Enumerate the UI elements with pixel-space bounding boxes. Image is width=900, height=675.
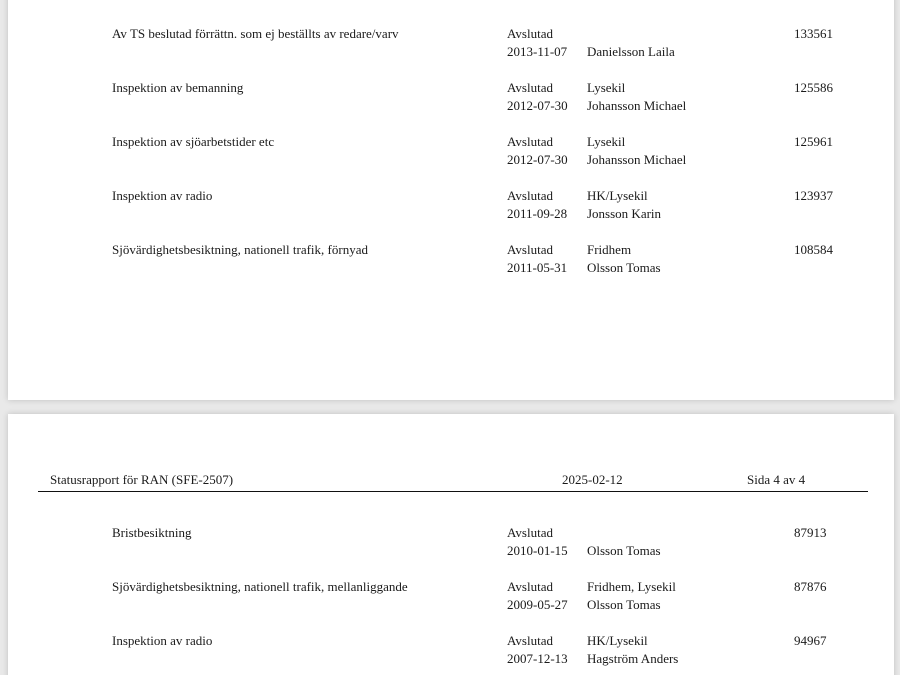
row-number: 87876 xyxy=(794,579,827,594)
row-place: Fridhem, Lysekil xyxy=(587,579,676,594)
row-title: Inspektion av bemanning xyxy=(112,80,244,95)
row-place: HK/Lysekil xyxy=(587,633,648,648)
row-status: Avslutad xyxy=(507,134,553,149)
row-number: 94967 xyxy=(794,633,827,648)
row-date: 2013-11-07 xyxy=(507,44,568,59)
row-status: Avslutad xyxy=(507,525,553,540)
row-title: Sjövärdighetsbesiktning, nationell trafik, mellanliggande xyxy=(112,579,408,594)
row-title: Inspektion av radio xyxy=(112,188,213,203)
row-number: 123937 xyxy=(794,188,833,203)
row-status: Avslutad xyxy=(507,80,553,95)
partial-cut-row xyxy=(8,0,894,4)
row-number: 125586 xyxy=(794,80,833,95)
row-person: Johansson Michael xyxy=(587,98,687,113)
row-date: 2011-09-28 xyxy=(507,206,568,221)
row-person: Danielsson Laila xyxy=(587,44,675,59)
report-title: Statusrapport för RAN (SFE-2507) xyxy=(50,472,234,487)
row-person: Johansson Michael xyxy=(587,152,687,167)
report-date: 2025-02-12 xyxy=(562,472,623,487)
row-number: 133561 xyxy=(794,26,833,41)
row-status: Avslutad xyxy=(507,579,553,594)
row-person: Olsson Tomas xyxy=(587,597,661,612)
row-person: Olsson Tomas xyxy=(587,260,661,275)
row-title: Av TS beslutad förrättn. som ej beställts av redare/varv xyxy=(112,26,399,41)
row-title: Bristbesiktning xyxy=(112,525,192,540)
row-status: Avslutad xyxy=(507,242,553,257)
row-person: Olsson Tomas xyxy=(587,543,661,558)
row-date: 2012-07-30 xyxy=(507,152,568,167)
table-row xyxy=(8,133,894,173)
page-number: Sida 4 av 4 xyxy=(747,472,806,487)
table-row xyxy=(8,25,894,65)
document-page-3 xyxy=(8,0,894,400)
row-number: 125961 xyxy=(794,134,833,149)
table-row xyxy=(8,524,894,564)
row-date: 2011-05-31 xyxy=(507,260,568,275)
table-row xyxy=(8,578,894,618)
document-page-4 xyxy=(8,414,894,675)
row-title: Inspektion av sjöarbetstider etc xyxy=(112,134,275,149)
row-place: Lysekil xyxy=(587,80,626,95)
row-title: Sjövärdighetsbesiktning, nationell trafik, förnyad xyxy=(112,242,368,257)
row-place: Lysekil xyxy=(587,134,626,149)
row-status: Avslutad xyxy=(507,26,553,41)
row-person: Hagström Anders xyxy=(587,651,679,666)
row-person xyxy=(587,0,661,1)
row-place: HK/Lysekil xyxy=(587,188,648,203)
row-status: Avslutad xyxy=(507,188,553,203)
row-status: Avslutad xyxy=(507,633,553,648)
row-title: Inspektion av radio xyxy=(112,633,213,648)
row-date: 2012-07-30 xyxy=(507,98,568,113)
table-row xyxy=(8,187,894,227)
row-number: 108584 xyxy=(794,242,833,257)
table-row xyxy=(8,79,894,119)
row-date: 2009-05-27 xyxy=(507,597,568,612)
row-date xyxy=(507,0,567,1)
row-place: Fridhem xyxy=(587,242,632,257)
row-date: 2007-12-13 xyxy=(507,651,568,666)
row-person: Jonsson Karin xyxy=(587,206,662,221)
row-number: 87913 xyxy=(794,525,827,540)
table-row xyxy=(8,241,894,281)
table-row xyxy=(8,632,894,672)
header-divider xyxy=(38,491,868,492)
row-date: 2010-01-15 xyxy=(507,543,568,558)
